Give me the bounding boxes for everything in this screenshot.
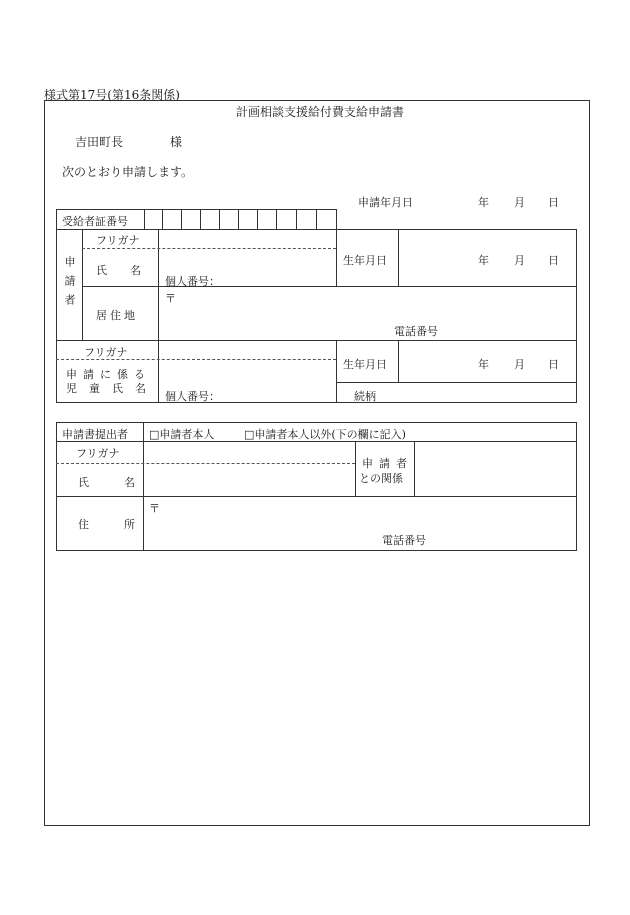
- child-personal-number-label: 個人番号：: [165, 390, 220, 403]
- applicant-address-label: 居住地: [96, 309, 138, 322]
- submitter-furigana-input[interactable]: [148, 445, 350, 459]
- submitter-relation-label-line1: 申請者: [362, 457, 413, 470]
- submitter-relation-label-line2: との関係: [359, 472, 403, 485]
- applicant-furigana-label: フリガナ: [96, 234, 140, 247]
- applicant-birth-month[interactable]: 月: [514, 254, 525, 267]
- form-title: 計画相談支援給付費支給申請書: [236, 105, 405, 119]
- submitter-address-label: 住 所: [78, 518, 147, 531]
- child-furigana-input[interactable]: [162, 344, 332, 358]
- submitter-phone-label: 電話番号: [382, 534, 426, 547]
- child-birth-month[interactable]: 月: [514, 358, 525, 371]
- applicant-section-label: 申請者: [63, 256, 76, 313]
- applicant-furigana-input[interactable]: [162, 232, 332, 246]
- applicant-birthdate-label: 生年月日: [343, 254, 387, 267]
- application-date-label: 申請年月日: [358, 196, 413, 209]
- recipient-number-label: 受給者証番号: [62, 215, 128, 228]
- applicant-birth-day[interactable]: 日: [548, 254, 559, 267]
- submitter-label: 申請書提出者: [62, 428, 128, 441]
- applicant-birth-year[interactable]: 年: [478, 254, 489, 267]
- submitter-furigana-label: フリガナ: [76, 447, 120, 460]
- addressee-town-head: 吉田町長: [75, 135, 124, 149]
- submitter-option-self[interactable]: □申請者本人: [149, 428, 215, 441]
- submitter-postal-mark: 〒: [149, 502, 160, 515]
- child-birth-year[interactable]: 年: [478, 358, 489, 371]
- application-date-month[interactable]: 月: [514, 196, 525, 209]
- child-name-label-line2: 児童氏名: [66, 382, 158, 395]
- submitter-option-other[interactable]: □申請者本人以外(下の欄に記入): [244, 428, 406, 441]
- intro-text: 次のとおり申請します。: [62, 165, 194, 179]
- submitter-name-input[interactable]: [148, 470, 350, 490]
- submitter-relation-input[interactable]: [418, 455, 572, 483]
- child-relationship-input[interactable]: [402, 385, 572, 399]
- child-birth-day[interactable]: 日: [548, 358, 559, 371]
- child-furigana-label: フリガナ: [84, 346, 128, 359]
- form-number: 様式第17号(第16条関係): [44, 88, 180, 102]
- application-date-year[interactable]: 年: [478, 196, 489, 209]
- applicant-phone-label: 電話番号: [394, 325, 438, 338]
- child-birthdate-label: 生年月日: [343, 358, 387, 371]
- child-relationship-label: 続柄: [354, 390, 376, 403]
- submitter-name-label: 氏 名: [78, 476, 147, 489]
- applicant-postal-mark: 〒: [165, 292, 176, 305]
- applicant-name-label: 氏 名: [96, 264, 147, 277]
- applicant-personal-number-label: 個人番号：: [165, 275, 220, 288]
- addressee-honorific: 様: [170, 135, 183, 149]
- application-date-day[interactable]: 日: [548, 196, 559, 209]
- child-name-label-line1: 申請に係る: [66, 368, 151, 381]
